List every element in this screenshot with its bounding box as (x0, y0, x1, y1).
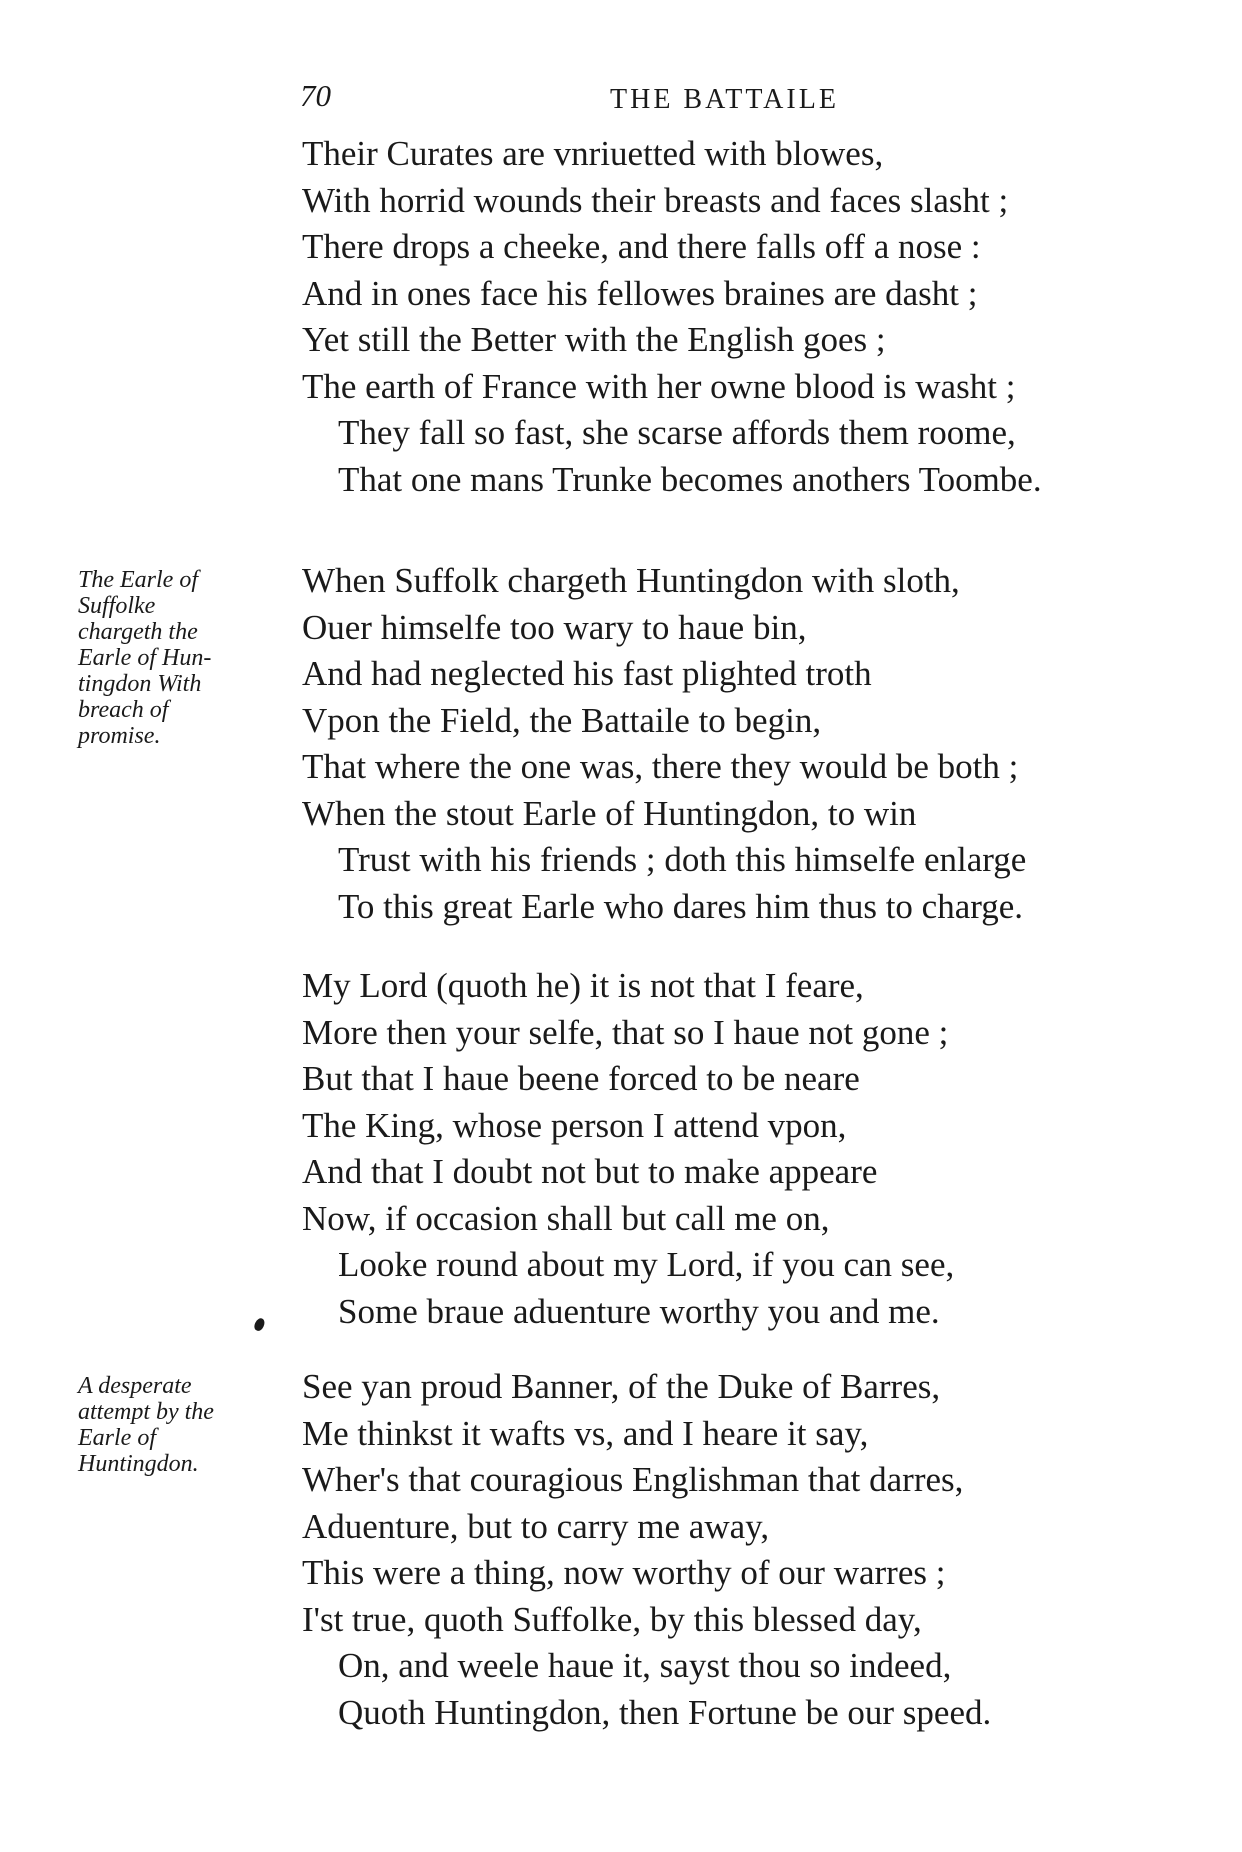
margin-note-line: Huntingdon. (78, 1451, 199, 1477)
margin-note-line: chargeth the (78, 619, 198, 645)
stanza-3 (302, 963, 954, 1335)
verse-line: Trust with his friends ; doth this himselfe enlarge (338, 840, 1027, 879)
margin-note-line: attempt by the (78, 1399, 214, 1425)
verse-line: There drops a cheeke, and there falls off a nose : (302, 227, 981, 266)
verse-line: But that I haue beene forced to be neare (302, 1059, 860, 1098)
margin-note-line: The Earle of (78, 567, 198, 593)
running-title: THE BATTAILE (610, 84, 839, 115)
stanza-4 (302, 1364, 991, 1736)
margin-note-line: tingdon With (78, 671, 202, 697)
verse-line: My Lord (quoth he) it is not that I feare, (302, 966, 864, 1005)
margin-note-line: A desperate (78, 1373, 192, 1399)
verse-line: Ouer himselfe too wary to haue bin, (302, 607, 807, 647)
verse-line: Now, if occasion shall but call me on, (302, 1198, 830, 1238)
page-number: 70 (300, 78, 331, 113)
verse-line: Quoth Huntingdon, then Fortune be our speed. (338, 1692, 992, 1732)
verse-line: Vpon the Field, the Battaile to begin, (302, 700, 822, 740)
verse-line: Aduenture, but to carry me away, (302, 1506, 770, 1546)
verse-line: This were a thing, now worthy of our warres ; (302, 1553, 946, 1592)
verse-line: And had neglected his fast plighted troth (302, 654, 872, 693)
verse-line: Me thinkst it wafts vs, and I heare it say, (302, 1413, 869, 1453)
verse-line: And that I doubt not but to make appeare (302, 1152, 878, 1191)
margin-note-line: Suffolke (78, 593, 156, 619)
verse-line: Yet still the Better with the English goes ; (302, 320, 886, 359)
verse-line: When the stout Earle of Huntingdon, to win (302, 793, 917, 833)
verse-line: That one mans Trunke becomes anothers Toombe. (338, 459, 1042, 499)
verse-line: They fall so fast, she scarse affords them roome, (338, 413, 1016, 452)
verse-line: To this great Earle who dares him thus to charge. (338, 886, 1024, 926)
verse-line: On, and weele haue it, sayst thou so indeed, (338, 1646, 952, 1685)
verse-line: I'st true, quoth Suffolke, by this blessed day, (302, 1599, 922, 1639)
verse-line: Their Curates are vnriuetted with blowes, (302, 134, 884, 173)
verse-line: The King, whose person I attend vpon, (302, 1105, 847, 1145)
margin-note-line: promise. (78, 723, 161, 749)
verse-line: When Suffolk chargeth Huntingdon with sloth, (302, 561, 960, 600)
verse-line: That where the one was, there they would be both ; (302, 747, 1019, 786)
margin-note-suffolke (78, 567, 288, 749)
margin-note-line: Earle of (78, 1425, 156, 1451)
verse-line: And in ones face his fellowes braines are dasht ; (302, 273, 978, 313)
verse-line: See yan proud Banner, of the Duke of Barres, (302, 1367, 941, 1406)
stanza-2 (302, 558, 1026, 930)
margin-note-line: Earle of Hun- (78, 645, 212, 671)
ink-speck (253, 1317, 267, 1333)
verse-line: Wher's that couragious Englishman that darres, (302, 1460, 964, 1499)
verse-line: The earth of France with her owne blood is washt ; (302, 366, 1016, 406)
margin-note-huntingdon (78, 1373, 288, 1477)
stanza-1 (302, 131, 1042, 503)
verse-line: With horrid wounds their breasts and faces slasht ; (302, 180, 1009, 220)
verse-line: More then your selfe, that so I haue not gone ; (302, 1012, 949, 1052)
verse-line: Some braue aduenture worthy you and me. (338, 1291, 940, 1331)
verse-line: Looke round about my Lord, if you can see, (338, 1245, 955, 1284)
margin-note-line: breach of (78, 697, 169, 723)
